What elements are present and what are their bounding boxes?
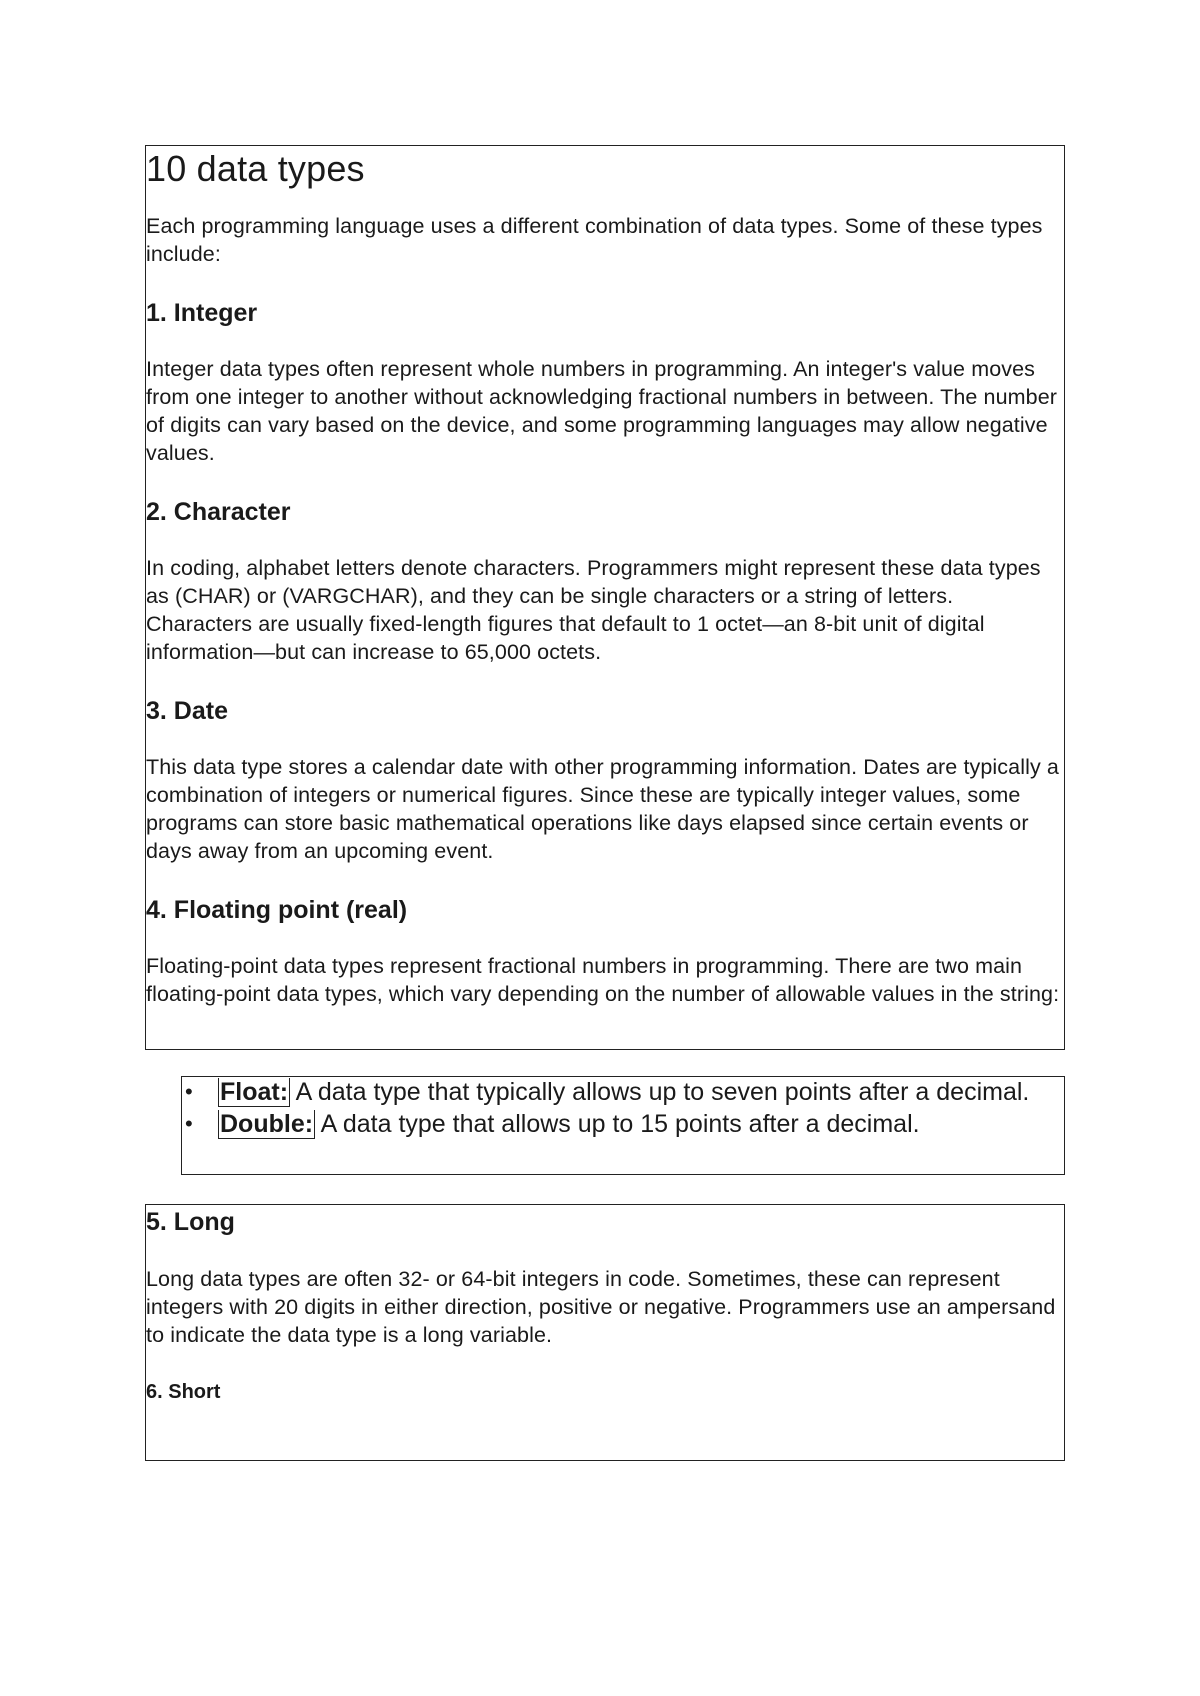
section-heading-short: 6. Short — [146, 1381, 221, 1403]
section-heading-long: 5. Long — [146, 1208, 235, 1236]
section-body-floating-point: Floating-point data types represent fractional numbers in programming. There are two main floating-point data types, which vary depending on the number of allowable values in the string: — [146, 954, 1060, 1006]
page-title: 10 data types — [146, 148, 365, 189]
bullet-marker: • — [185, 1079, 193, 1104]
section-heading-integer: 1. Integer — [146, 299, 258, 327]
section-heading-floating-point: 4. Floating point (real) — [146, 896, 408, 924]
definition-double: A data type that allows up to 15 points after a decimal. — [315, 1110, 920, 1138]
definition-float: A data type that typically allows up to seven points after a decimal. — [290, 1078, 1030, 1106]
section-body-long: Long data types are often 32- or 64-bit integers in code. Sometimes, these can represent integers with 20 digits in either direction, positive or negative. Programmers use an ampersand to indicate the data type is a long variable. — [146, 1267, 1056, 1347]
list-item-double — [182, 1108, 1064, 1140]
section-heading-character: 2. Character — [146, 498, 291, 526]
term-double: Double: — [220, 1110, 314, 1138]
content-box-main — [145, 145, 1065, 1050]
content-box-long-short — [145, 1204, 1065, 1461]
bullet-list-box — [181, 1076, 1065, 1175]
section-body-date: This data type stores a calendar date with other programming information. Dates are typically a combination of integers or numerical figures. Since these are typically integer values, some programs can store basic mathematical operations like days elapsed since certain events or days away from an upcoming event. — [146, 755, 1059, 863]
section-heading-date: 3. Date — [146, 697, 228, 725]
list-item-float — [182, 1076, 1064, 1108]
bullet-marker: • — [185, 1111, 193, 1136]
float-types-list — [182, 1076, 1064, 1140]
section-body-character: In coding, alphabet letters denote characters. Programmers might represent these data types as (CHAR) or (VARGCHAR), and they can be single characters or a string of letters. Characters are usually fixed-length figures that default to 1 octet—an 8-bit unit of digital information—but can increase to 65,000 octets. — [146, 556, 1041, 664]
term-float: Float: — [220, 1078, 289, 1106]
section-body-integer: Integer data types often represent whole numbers in programming. An integer's value moves from one integer to another without acknowledging fractional numbers in between. The number of digits can vary based on the device, and some programming languages may allow negative values. — [146, 357, 1058, 465]
intro-paragraph: Each programming language uses a different combination of data types. Some of these types include: — [146, 214, 1043, 266]
